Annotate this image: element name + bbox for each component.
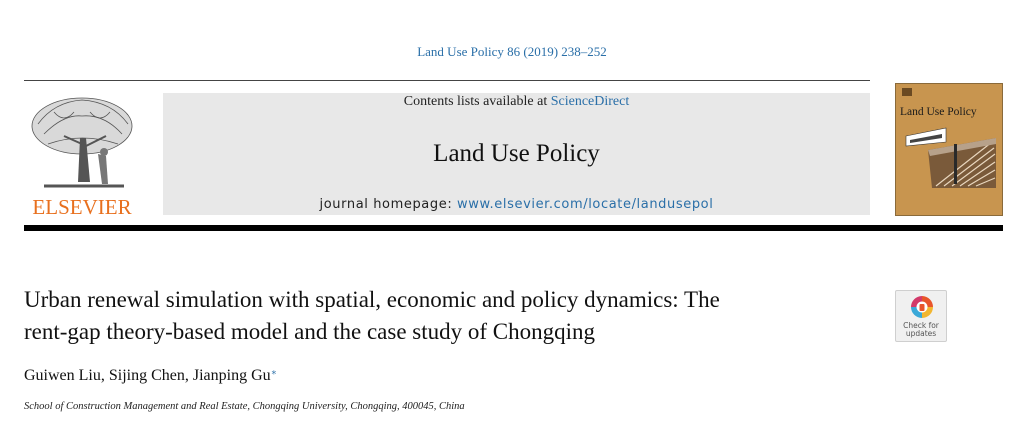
title-line-2: rent-gap theory-based model and the case study of Chongqing: [24, 319, 596, 344]
contents-prefix: Contents lists available at: [403, 94, 551, 109]
cover-title: Land Use Policy: [900, 106, 977, 118]
homepage-link[interactable]: www.elsevier.com/locate/landusepol: [457, 197, 714, 212]
check-for-updates-label: [896, 322, 946, 338]
check-label-line-1: Check for: [903, 321, 939, 330]
homepage-prefix: journal homepage:: [319, 197, 458, 212]
journal-cover[interactable]: [895, 83, 1003, 216]
check-label-line-2: updates: [905, 329, 937, 338]
author-names: Guiwen Liu, Sijing Chen, Jianping Gu: [24, 367, 271, 384]
tree-logo-icon: [24, 94, 140, 194]
elsevier-logo[interactable]: [24, 94, 140, 218]
article-title: [24, 284, 884, 348]
journal-banner: [163, 93, 870, 215]
corresponding-author-mark[interactable]: ⁎: [271, 366, 277, 376]
check-updates-icon: [909, 294, 935, 322]
journal-name: Land Use Policy: [433, 140, 600, 167]
check-for-updates-button[interactable]: [895, 290, 947, 342]
title-line-1: Urban renewal simulation with spatial, economic and policy dynamics: The: [24, 287, 720, 312]
top-divider: [24, 80, 870, 81]
contents-line: [163, 93, 870, 111]
homepage-line: [163, 197, 870, 212]
author-list: [24, 366, 276, 385]
journal-citation[interactable]: Land Use Policy 86 (2019) 238–252: [417, 44, 607, 59]
elsevier-wordmark: ELSEVIER: [32, 195, 132, 219]
author-affiliation: School of Construction Management and Real Estate, Chongqing University, Chongqing, 400045, China: [24, 401, 465, 412]
cover-art-icon: [896, 84, 1002, 215]
header-divider: [24, 225, 1003, 231]
sciencedirect-link[interactable]: ScienceDirect: [550, 94, 630, 109]
